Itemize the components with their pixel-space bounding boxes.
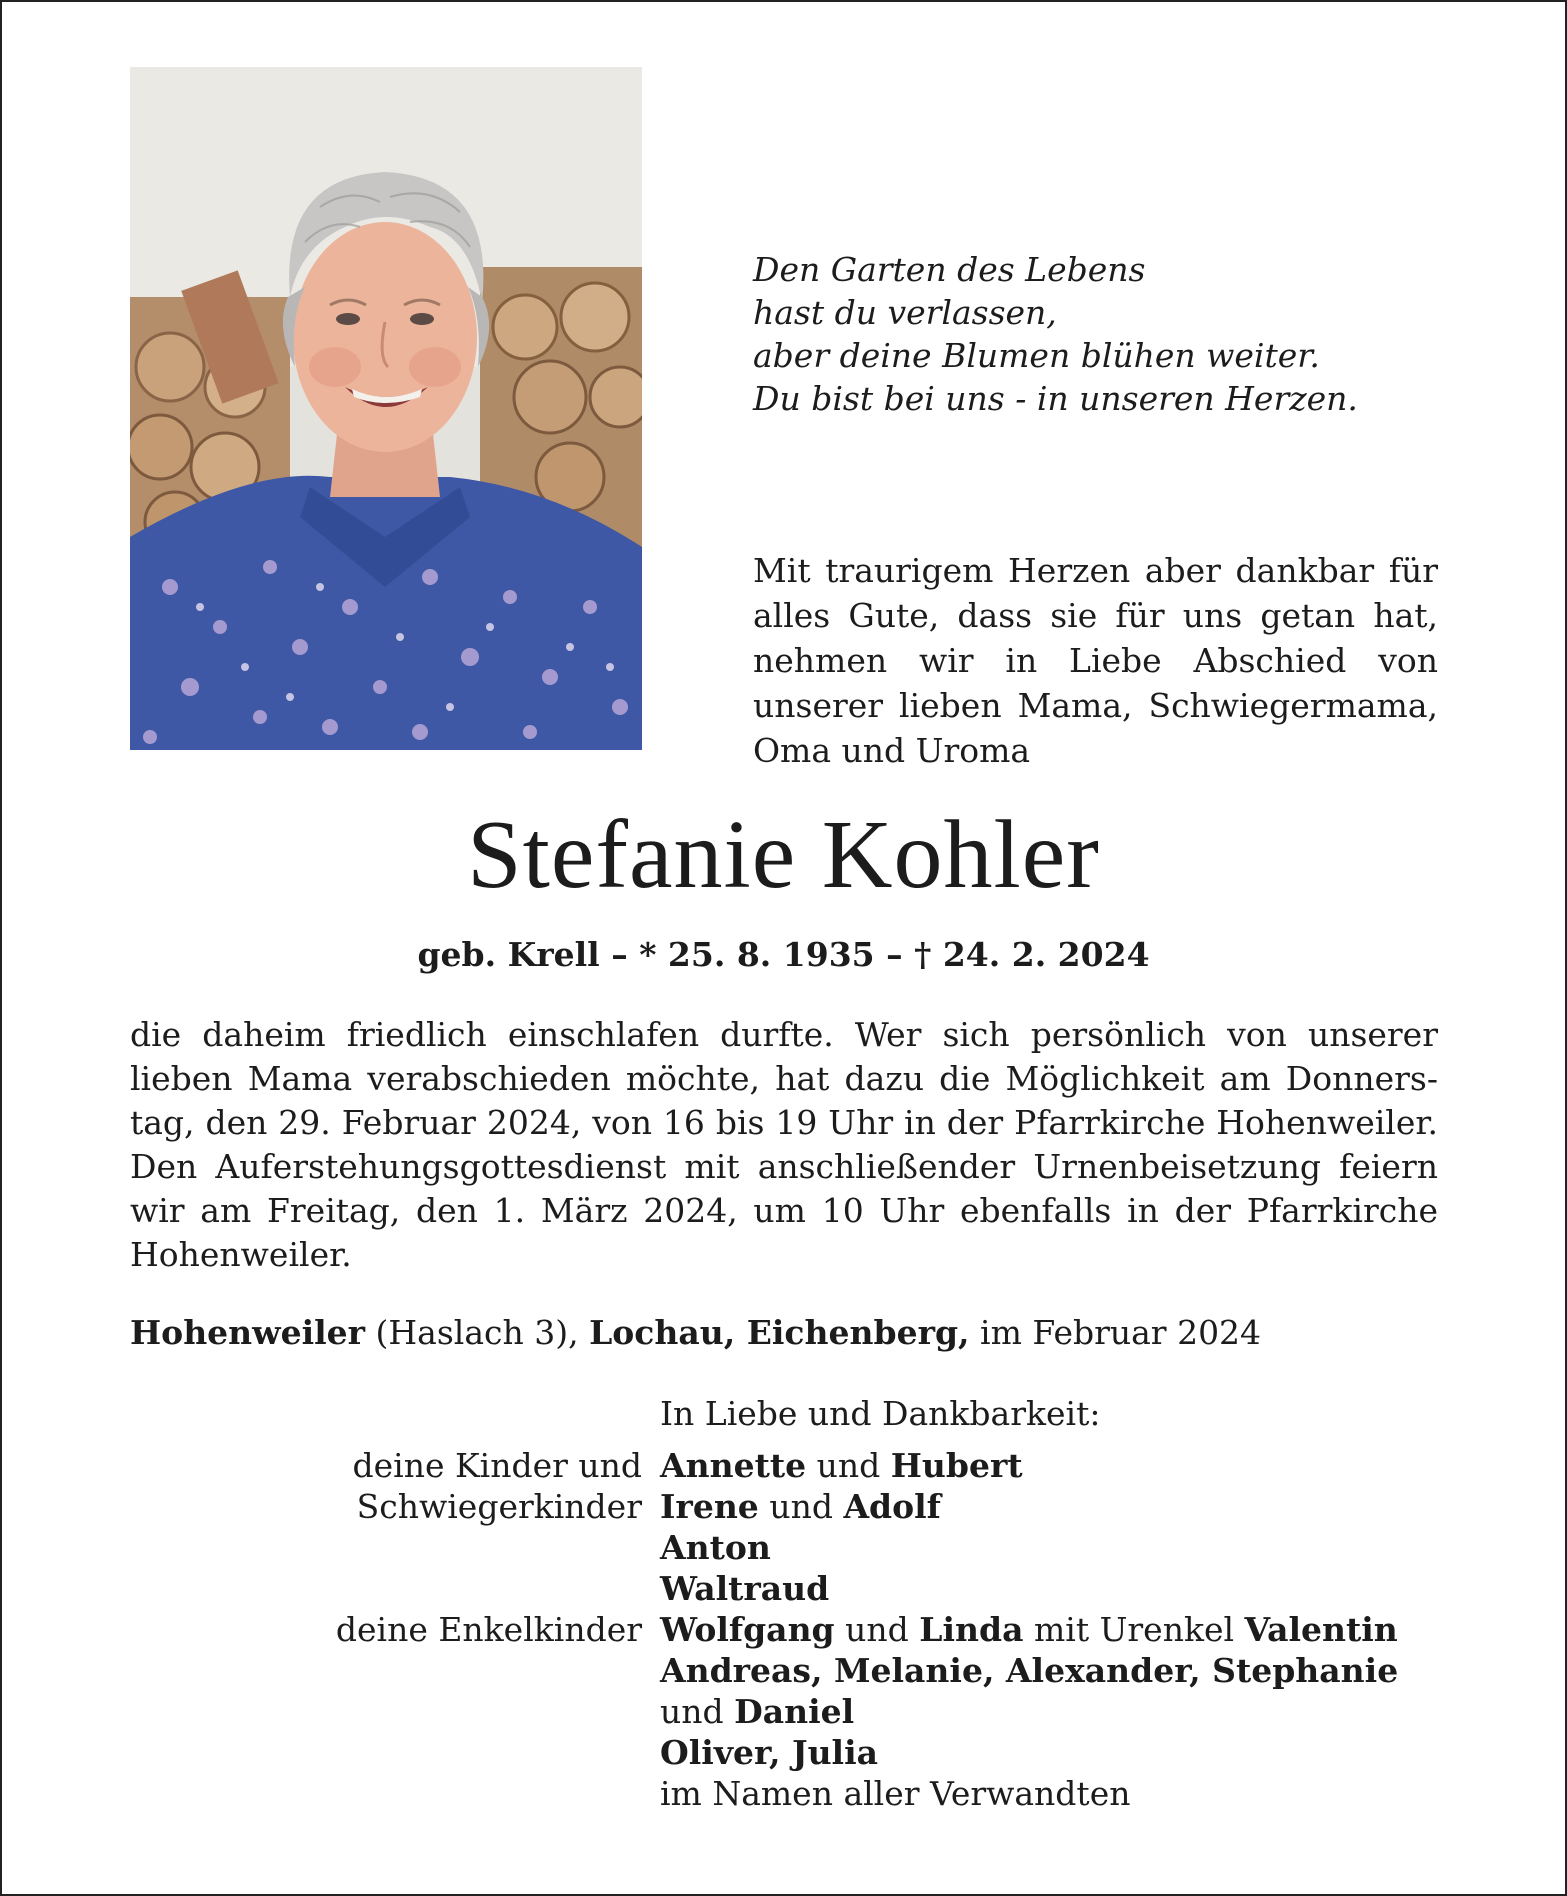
name-valentin: Valentin — [1244, 1610, 1398, 1649]
family-label: deine Kinder und — [352, 1446, 642, 1485]
family-row — [130, 1609, 1450, 1650]
family-names — [660, 1486, 941, 1527]
family-names — [660, 1691, 854, 1732]
location-place-1: Hohenweiler — [130, 1313, 366, 1352]
family-row — [130, 1568, 1450, 1609]
family-label: Schwiegerkinder — [356, 1487, 642, 1526]
family-names — [660, 1568, 829, 1609]
portrait-photo — [130, 67, 642, 750]
family-row — [130, 1527, 1450, 1568]
family-row — [130, 1691, 1450, 1732]
family-row — [130, 1445, 1450, 1486]
family-label — [130, 1691, 660, 1732]
names-oliver-julia: Oliver, Julia — [660, 1733, 879, 1772]
family-names — [660, 1527, 771, 1568]
conj: und — [816, 1446, 881, 1485]
family-list — [130, 1445, 1450, 1814]
family-label — [130, 1732, 660, 1773]
funeral-details-paragraph: die daheim friedlich einschlafen durfte. Wer sich persönlich von unserer lieben Mama verabschieden möchte, hat dazu die Möglichkeit am Donnerstag, den 29. Februar 2024, von 16 bis 19 Uhr in der Pfarrkirche Hohenweiler. Den Auferstehungsgottesdienst mit anschließender Urnenbeisetzung feiern wir am Freitag, den 1. März 2024, um 10 Uhr ebenfalls in der Pfarrkirche Hohenweiler. — [130, 1015, 1438, 1274]
family-names — [660, 1609, 1398, 1650]
family-row — [130, 1650, 1450, 1691]
family-row — [130, 1732, 1450, 1773]
birth-death-dates: geb. Krell – * 25. 8. 1935 – † 24. 2. 2024 — [417, 935, 1150, 974]
poem-line: Du bist bei uns - in unseren Herzen. — [753, 379, 1358, 418]
location-address: (Haslach 3), — [365, 1313, 590, 1352]
name-irene: Irene — [660, 1487, 759, 1526]
conj: und — [660, 1692, 724, 1731]
family-names — [660, 1732, 878, 1773]
name-waltraud: Waltraud — [660, 1569, 830, 1608]
family-row — [130, 1486, 1450, 1527]
location-line — [130, 1311, 1450, 1355]
conj: und — [769, 1487, 833, 1526]
name-annette: Annette — [660, 1446, 807, 1485]
family-names — [660, 1650, 1398, 1691]
intro-paragraph: Mit traurigem Herzen aber dankbar für alles Gute, dass sie für uns getan hat, nehmen wir in Liebe Abschied von unserer lieben Mama, Schwiegermama, Oma und Uroma — [753, 551, 1438, 770]
location-place-2: Lochau, Eichenberg, — [589, 1313, 970, 1352]
name-wolfgang: Wolfgang — [660, 1610, 835, 1649]
name-anton: Anton — [660, 1528, 771, 1567]
family-label — [130, 1568, 660, 1609]
poem-line: aber deine Blumen blühen weiter. — [753, 336, 1320, 375]
poem — [753, 248, 1453, 420]
poem-line: hast du verlassen, — [753, 293, 1057, 332]
family-row — [130, 1773, 1450, 1814]
family-names — [660, 1445, 1023, 1486]
conj-urenkel: mit Urenkel — [1033, 1610, 1235, 1649]
family-label — [130, 1650, 660, 1691]
deceased-name: Stefanie Kohler — [467, 801, 1100, 909]
family-label: deine Enkelkinder — [335, 1610, 642, 1649]
name-hubert: Hubert — [890, 1446, 1023, 1485]
conj: und — [845, 1610, 909, 1649]
signoff: In Liebe und Dankbarkeit: — [660, 1394, 1101, 1433]
location-date: im Februar 2024 — [969, 1313, 1262, 1352]
name-daniel: Daniel — [734, 1692, 855, 1731]
family-closing: im Namen aller Verwandten — [660, 1774, 1131, 1813]
names-andreas-row: Andreas, Melanie, Alexander, Stephanie — [660, 1651, 1399, 1690]
family-label — [130, 1773, 660, 1814]
family-label — [130, 1527, 660, 1568]
poem-line: Den Garten des Lebens — [753, 250, 1146, 289]
name-adolf: Adolf — [843, 1487, 941, 1526]
name-linda: Linda — [919, 1610, 1024, 1649]
